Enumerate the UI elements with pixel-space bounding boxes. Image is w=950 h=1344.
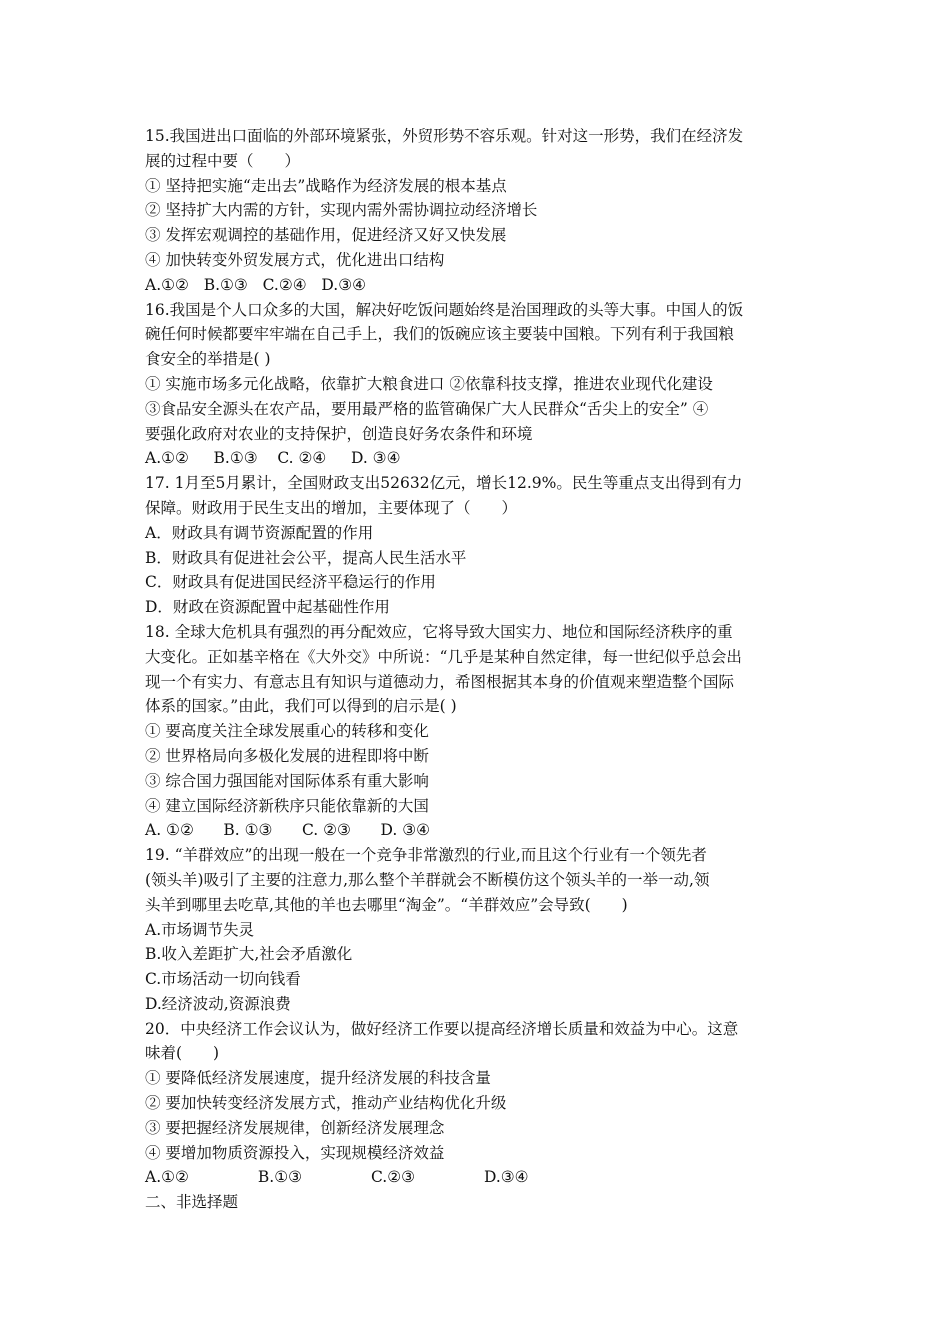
question-17: [145, 471, 810, 620]
option-line: D.经济波动,资源浪费: [145, 994, 291, 1013]
answer-choices: A.①② B.①③ C.②③ D.③④: [145, 1168, 529, 1187]
option-line: B.收入差距扩大,社会矛盾激化: [145, 945, 353, 964]
question-stem-line: 大变化。正如基辛格在《大外交》中所说：“几乎是某种自然定律，每一世纪似乎总会出: [145, 647, 742, 666]
question-list: [145, 124, 810, 1215]
question-stem-line: 19. “羊群效应”的出现一般在一个竞争非常激烈的行业,而且这个行业有一个领先者: [145, 846, 707, 865]
answer-choices: A.①② B.①③ C.②④ D.③④: [145, 275, 366, 294]
option-line: ③ 发挥宏观调控的基础作用，促进经济又好又快发展: [145, 226, 507, 245]
option-line: ① 要高度关注全球发展重心的转移和变化: [145, 722, 429, 741]
question-stem-line: 15.我国进出口面临的外部环境紧张，外贸形势不容乐观。针对这一形势，我们在经济发: [145, 127, 744, 145]
question-15: [145, 124, 810, 298]
option-line: 要强化政府对农业的支持保护，创造良好务农条件和环境: [145, 424, 533, 443]
option-line: ② 坚持扩大内需的方针，实现内需外需协调拉动经济增长: [145, 201, 538, 220]
question-stem-line: 现一个有实力、有意志且有知识与道德动力，希图根据其本身的价值观来塑造整个国际: [145, 672, 735, 691]
question-stem-line: 碗任何时候都要牢牢端在自己手上，我们的饭碗应该主要装中国粮。下列有利于我国粮: [145, 325, 735, 344]
question-stem-line: 味着( ): [145, 1044, 220, 1063]
option-line: ④ 要增加物质资源投入，实现规模经济效益: [145, 1143, 445, 1162]
question-stem-line: (领头羊)吸引了主要的注意力,那么整个羊群就会不断模仿这个领头羊的一举一动,领: [145, 870, 710, 889]
question-stem-line: 16.我国是个人口众多的大国，解决好吃饭问题始终是治国理政的头等大事。中国人的饭: [145, 300, 744, 319]
option-line: ③ 综合国力强国能对国际体系有重大影响: [145, 771, 429, 790]
option-line: ④ 加快转变外贸发展方式，优化进出口结构: [145, 250, 445, 269]
option-line: ① 实施市场多元化战略，依靠扩大粮食进口 ②依靠科技支撑，推进农业现代化建设: [145, 374, 713, 393]
question-stem-line: 头羊到哪里去吃草,其他的羊也去哪里“淘金”。“羊群效应”会导致( ): [145, 895, 628, 914]
question-20: [145, 1017, 810, 1191]
option-line: ④ 建立国际经济新秩序只能依靠新的大国: [145, 796, 429, 815]
question-stem-line: 体系的国家。”由此，我们可以得到的启示是( ): [145, 697, 457, 716]
option-line: ① 坚持把实施“走出去”战略作为经济发展的根本基点: [145, 176, 507, 195]
question-stem-line: 食安全的举措是( ): [145, 350, 271, 369]
section-heading: 二、非选择题: [145, 1193, 239, 1212]
option-line: D．财政在资源配置中起基础性作用: [145, 598, 390, 617]
answer-choices: A.①② B.①③ C. ②④ D. ③④: [145, 449, 401, 468]
question-stem-line: 展的过程中要（ ）: [145, 151, 301, 170]
option-line: ③ 要把握经济发展规律，创新经济发展理念: [145, 1118, 445, 1137]
option-line: B．财政具有促进社会公平，提高人民生活水平: [145, 548, 467, 567]
option-line: A．财政具有调节资源配置的作用: [145, 523, 374, 542]
question-19: [145, 843, 810, 1017]
question-stem-line: 保障。财政用于民生支出的增加，主要体现了（ ）: [145, 498, 518, 517]
option-line: ② 要加快转变经济发展方式，推动产业结构优化升级: [145, 1094, 507, 1113]
option-line: A.市场调节失灵: [145, 920, 255, 939]
option-line: C.市场活动一切向钱看: [145, 970, 301, 989]
question-stem-line: 20．中央经济工作会议认为，做好经济工作要以提高经济增长质量和效益为中心。这意: [145, 1019, 739, 1038]
option-line: ① 要降低经济发展速度，提升经济发展的科技含量: [145, 1069, 491, 1088]
option-line: ② 世界格局向多极化发展的进程即将中断: [145, 746, 429, 765]
answer-choices: A. ①② B. ①③ C. ②③ D. ③④: [145, 821, 431, 840]
option-line: C．财政具有促进国民经济平稳运行的作用: [145, 573, 436, 592]
question-18: [145, 620, 810, 843]
question-stem-line: 17. 1月至5月累计，全国财政支出52632亿元，增长12.9%。民生等重点支出得到有力: [145, 474, 743, 493]
question-16: [145, 298, 810, 472]
option-line: ③食品安全源头在农产品，要用最严格的监管确保广大人民群众“舌尖上的安全” ④: [145, 399, 709, 418]
question-stem-line: 18. 全球大危机具有强烈的再分配效应，它将导致大国实力、地位和国际经济秩序的重: [145, 622, 733, 641]
